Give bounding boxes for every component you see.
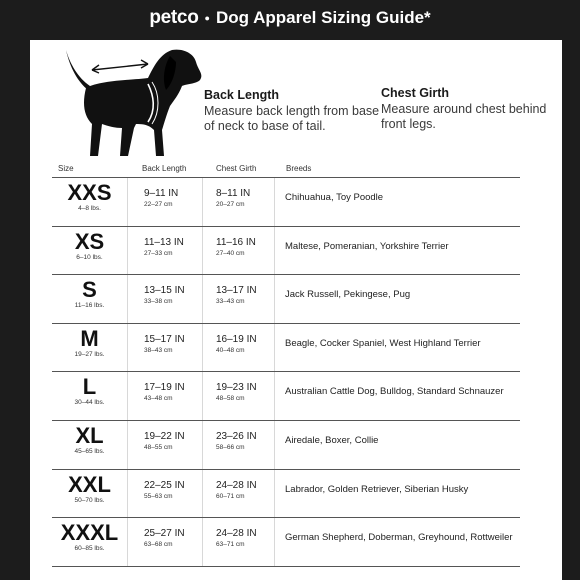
size-cell xyxy=(52,228,127,261)
chest-girth-inches: 24–28 IN xyxy=(216,479,257,491)
chest-girth-cell xyxy=(216,528,257,548)
back-length-inches: 15–17 IN xyxy=(144,333,185,345)
size-row xyxy=(52,323,520,372)
size-weight: 11–16 lbs. xyxy=(74,302,105,310)
column-divider xyxy=(127,421,128,469)
back-length-inches: 25–27 IN xyxy=(144,528,185,540)
size-cell xyxy=(52,279,127,309)
back-length-cell xyxy=(144,382,185,402)
breeds-cell: Maltese, Pomeranian, Yorkshire Terrier xyxy=(285,240,449,252)
chest-girth-cell xyxy=(216,188,250,208)
page-title: Dog Apparel Sizing Guide* xyxy=(215,8,431,27)
back-length-inches: 13–15 IN xyxy=(144,285,185,297)
size-code: XXXL xyxy=(60,520,119,546)
sizing-card xyxy=(30,40,562,580)
column-divider xyxy=(202,421,203,469)
back-length-cm: 33–38 cm xyxy=(144,298,173,306)
back-length-title: Back Length xyxy=(204,88,280,102)
column-divider xyxy=(127,372,128,420)
size-code: XS xyxy=(74,228,105,254)
chest-girth-cell xyxy=(216,431,257,451)
column-header-back-length: Back Length xyxy=(142,164,187,173)
size-row xyxy=(52,274,520,323)
back-length-cell xyxy=(144,237,184,257)
breeds-cell: Airedale, Boxer, Collie xyxy=(285,434,379,446)
back-length-instructions: Measure back length from base of neck to base of tail. xyxy=(204,104,380,133)
chest-girth-cell xyxy=(216,382,257,402)
chest-girth-inches: 13–17 IN xyxy=(216,285,257,297)
size-code: S xyxy=(82,277,97,303)
column-divider xyxy=(202,275,203,323)
chest-girth-cm: 48–58 cm xyxy=(216,395,245,403)
chest-girth-cell xyxy=(216,480,257,500)
size-cell xyxy=(52,422,127,455)
chest-girth-cm: 58–66 cm xyxy=(216,443,245,451)
column-divider xyxy=(202,227,203,275)
chest-girth-inches: 19–23 IN xyxy=(216,382,257,394)
breeds-cell: Jack Russell, Pekingese, Pug xyxy=(285,289,411,301)
size-row xyxy=(52,420,520,469)
column-divider xyxy=(274,324,275,372)
size-weight: 50–70 lbs. xyxy=(74,496,105,504)
size-code: XXL xyxy=(68,471,111,497)
chest-girth-inches: 11–16 IN xyxy=(216,236,256,248)
size-row xyxy=(52,469,520,518)
chest-girth-cell xyxy=(216,334,257,354)
size-weight: 19–27 lbs. xyxy=(74,350,105,358)
chest-girth-inches: 16–19 IN xyxy=(216,333,257,345)
back-length-cm: 48–55 cm xyxy=(144,443,173,451)
size-row xyxy=(52,517,520,567)
column-divider xyxy=(202,372,203,420)
back-length-cell xyxy=(144,334,185,354)
size-weight: 30–44 lbs. xyxy=(74,399,105,407)
column-divider xyxy=(127,518,128,566)
size-cell xyxy=(52,182,127,212)
size-code: M xyxy=(80,325,99,351)
column-divider xyxy=(202,178,203,226)
back-length-cell xyxy=(144,528,185,548)
size-code: XXS xyxy=(67,180,112,205)
column-divider xyxy=(274,227,275,275)
column-divider xyxy=(127,275,128,323)
back-length-cell xyxy=(144,480,185,500)
chest-girth-title: Chest Girth xyxy=(381,86,450,100)
chest-girth-inches: 8–11 IN xyxy=(216,188,251,199)
back-length-cm: 38–43 cm xyxy=(144,346,173,354)
size-row xyxy=(52,177,520,226)
size-weight: 60–85 lbs. xyxy=(74,545,105,553)
column-divider xyxy=(274,372,275,420)
breeds-cell: Australian Cattle Dog, Bulldog, Standard Schnauzer xyxy=(285,386,504,398)
chest-girth-cm: 20–27 cm xyxy=(216,201,245,208)
chest-girth-cm: 33–43 cm xyxy=(216,298,245,306)
column-divider xyxy=(127,324,128,372)
breeds-cell: Labrador, Golden Retriever, Siberian Husky xyxy=(285,483,469,495)
size-row xyxy=(52,226,520,275)
size-code: XL xyxy=(75,422,104,448)
back-length-inches: 17–19 IN xyxy=(144,382,185,394)
dog-silhouette-icon xyxy=(48,44,208,162)
column-divider xyxy=(127,470,128,518)
column-divider xyxy=(274,178,275,226)
column-divider xyxy=(202,518,203,566)
chest-girth-cm: 60–71 cm xyxy=(216,492,245,500)
size-table xyxy=(52,177,520,567)
chest-girth-cm: 40–48 cm xyxy=(216,346,245,354)
column-divider xyxy=(127,178,128,226)
breeds-cell: Beagle, Cocker Spaniel, West Highland Terrier xyxy=(285,337,481,349)
chest-girth-cm: 63–71 cm xyxy=(216,541,245,549)
size-weight: 4–8 lbs. xyxy=(78,205,101,212)
back-length-cm: 27–33 cm xyxy=(144,249,173,257)
back-length-cell xyxy=(144,188,178,208)
back-length-cell xyxy=(144,285,185,305)
column-divider xyxy=(127,227,128,275)
size-cell xyxy=(52,471,127,504)
back-length-inches: 22–25 IN xyxy=(144,479,185,491)
back-length-arrow xyxy=(92,64,148,70)
back-length-cm: 43–48 cm xyxy=(144,395,173,403)
column-divider xyxy=(274,275,275,323)
column-header-size: Size xyxy=(58,164,74,173)
chest-girth-instructions: Measure around chest behind front legs. xyxy=(381,102,547,131)
back-length-inches: 9–11 IN xyxy=(144,188,179,199)
chest-girth-cm: 27–40 cm xyxy=(216,249,245,257)
back-length-cm: 55–63 cm xyxy=(144,492,173,500)
size-weight: 45–65 lbs. xyxy=(74,447,105,455)
size-cell xyxy=(52,522,127,552)
back-length-cm: 22–27 cm xyxy=(144,201,173,208)
back-length-cm: 63–68 cm xyxy=(144,541,173,549)
chest-girth-cell xyxy=(216,237,256,257)
breeds-cell: German Shepherd, Doberman, Greyhound, Rottweiler xyxy=(285,532,513,544)
size-row xyxy=(52,371,520,420)
page-header xyxy=(0,0,580,36)
brand-trademark: ● xyxy=(204,13,210,23)
column-divider xyxy=(274,518,275,566)
column-header-breeds: Breeds xyxy=(286,164,312,173)
back-length-inches: 19–22 IN xyxy=(144,430,185,442)
size-cell xyxy=(52,376,127,406)
chest-girth-inches: 23–26 IN xyxy=(216,430,257,442)
breeds-cell: Chihuahua, Toy Poodle xyxy=(285,192,384,203)
back-length-cell xyxy=(144,431,185,451)
brand-logo: petco xyxy=(149,7,199,28)
size-weight: 6–10 lbs. xyxy=(76,253,103,261)
column-divider xyxy=(274,421,275,469)
column-divider xyxy=(202,470,203,518)
back-length-inches: 11–13 IN xyxy=(144,236,184,248)
size-cell xyxy=(52,325,127,358)
chest-girth-inches: 24–28 IN xyxy=(216,528,257,540)
size-code: L xyxy=(82,374,97,400)
column-divider xyxy=(202,324,203,372)
column-header-chest-girth: Chest Girth xyxy=(216,164,257,173)
chest-girth-cell xyxy=(216,285,257,305)
column-divider xyxy=(274,470,275,518)
